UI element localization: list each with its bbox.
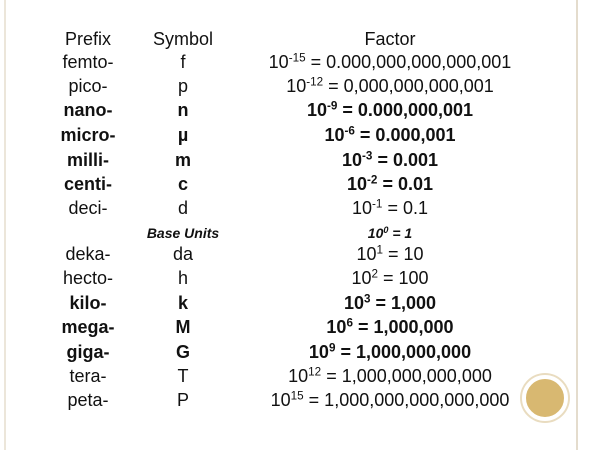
factor-base: 10 [347, 174, 368, 194]
factor-base: 10 [356, 244, 377, 264]
factor-exponent: -2 [367, 173, 378, 187]
factor-exponent: 12 [308, 365, 322, 379]
factor-column-header: Factor [364, 29, 416, 49]
factor-exponent: 1 [376, 243, 383, 257]
table-row [0, 388, 600, 412]
prefix-cell: femto- [62, 52, 114, 72]
factor-base: 10 [367, 225, 384, 241]
factor-exponent: -12 [306, 75, 324, 89]
factor-cell [245, 50, 535, 74]
prefix-cell: nano- [63, 100, 113, 120]
table-row [0, 172, 600, 196]
table-row [0, 340, 600, 364]
symbol-cell: h [177, 268, 188, 288]
symbol-cell: p [177, 76, 188, 96]
prefix-cell: milli- [66, 150, 109, 170]
symbol-cell: T [177, 366, 189, 386]
table-row [0, 291, 600, 315]
factor-exponent: 6 [346, 316, 353, 330]
symbol-cell: c [177, 174, 188, 194]
factor-base: 10 [306, 100, 327, 120]
factor-exponent: -15 [288, 51, 306, 65]
factor-cell [245, 364, 535, 388]
factor-cell [245, 291, 535, 315]
factor-value: = 1,000,000 [352, 317, 454, 337]
symbol-cell: M [175, 317, 191, 337]
prefix-cell: kilo- [69, 293, 107, 313]
factor-value: = 0.1 [382, 198, 428, 218]
factor-exponent: 2 [371, 267, 378, 281]
symbol-column-header: Symbol [152, 29, 214, 49]
table-row [0, 196, 600, 220]
prefix-cell: centi- [63, 174, 112, 194]
factor-value: = 0.001 [372, 150, 438, 170]
factor-base: 10 [288, 366, 309, 386]
prefix-cell: mega- [61, 317, 115, 337]
factor-cell [245, 172, 535, 196]
factor-cell [245, 242, 535, 266]
factor-base: 10 [352, 198, 373, 218]
symbol-cell: Base Units [146, 225, 220, 241]
factor-exponent: 9 [328, 341, 336, 355]
factor-base: 10 [326, 317, 347, 337]
symbol-cell: k [177, 293, 188, 313]
prefix-cell: hecto- [62, 268, 114, 288]
factor-exponent: -3 [362, 149, 373, 163]
factor-cell [245, 148, 535, 172]
factor-base: 10 [270, 390, 291, 410]
prefix-cell: deka- [65, 244, 111, 264]
factor-exponent: 3 [363, 292, 371, 306]
symbol-cell: G [175, 342, 190, 362]
factor-base: 10 [351, 268, 372, 288]
symbol-cell: µ [177, 125, 189, 145]
factor-base: 10 [268, 52, 289, 72]
factor-value: = 0,000,000,000,001 [323, 76, 494, 96]
symbol-cell: n [177, 100, 189, 120]
factor-base: 10 [286, 76, 307, 96]
factor-exponent: -9 [327, 99, 338, 113]
factor-base: 10 [324, 125, 345, 145]
factor-base: 10 [343, 293, 364, 313]
factor-value: = 0.000,000,001 [337, 100, 474, 120]
table-row [0, 364, 600, 388]
factor-cell [245, 123, 535, 147]
prefix-cell: tera- [69, 366, 107, 386]
factor-exponent: 15 [290, 389, 304, 403]
factor-value: = 1,000,000,000,000 [321, 366, 492, 386]
symbol-cell: m [174, 150, 191, 170]
prefix-cell: micro- [60, 125, 116, 145]
table-row [0, 315, 600, 339]
prefix-cell: giga- [66, 342, 110, 362]
factor-cell [245, 340, 535, 364]
factor-base: 10 [308, 342, 329, 362]
table-row [0, 148, 600, 172]
table-header [0, 27, 600, 51]
factor-cell [245, 388, 535, 412]
factor-base: 10 [342, 150, 363, 170]
symbol-cell: d [177, 198, 188, 218]
table-row [0, 98, 600, 122]
factor-value: = 1 [388, 225, 413, 241]
table-row [0, 266, 600, 290]
prefix-cell: deci- [68, 198, 108, 218]
factor-value: = 100 [378, 268, 429, 288]
factor-exponent: -6 [344, 124, 355, 138]
factor-value: = 1,000 [370, 293, 437, 313]
symbol-cell: da [172, 244, 194, 264]
factor-value: = 0.000,000,000,000,001 [305, 52, 512, 72]
prefix-cell: peta- [67, 390, 109, 410]
symbol-cell: P [176, 390, 189, 410]
prefix-cell: pico- [68, 76, 108, 96]
factor-value: = 10 [383, 244, 424, 264]
factor-exponent: 0 [383, 225, 389, 235]
table-row [0, 123, 600, 147]
factor-exponent: -1 [372, 197, 383, 211]
table-row [0, 242, 600, 266]
symbol-cell: f [180, 52, 186, 72]
table-row [0, 50, 600, 74]
factor-value: = 0.000,001 [354, 125, 456, 145]
factor-value: = 0.01 [377, 174, 433, 194]
factor-value: = 1,000,000,000,000,000 [303, 390, 510, 410]
factor-cell [245, 196, 535, 220]
factor-cell [245, 74, 535, 98]
table-row [0, 74, 600, 98]
prefix-column-header: Prefix [64, 29, 111, 49]
factor-cell [245, 266, 535, 290]
factor-cell [245, 98, 535, 122]
factor-value: = 1,000,000,000 [335, 342, 472, 362]
factor-cell [245, 315, 535, 339]
